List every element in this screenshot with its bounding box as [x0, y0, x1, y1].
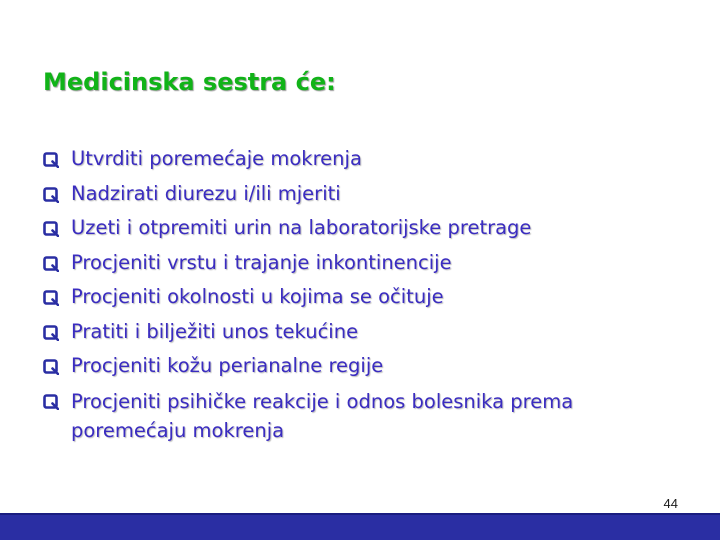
- bullet-square-icon: [43, 221, 59, 237]
- page-number: 44: [663, 496, 678, 511]
- list-item: [43, 315, 683, 350]
- list-item: [43, 177, 683, 212]
- list-item: [43, 211, 683, 246]
- bullet-text: Procjeniti psihičke reakcije i odnos bolesnika prema poremećaju mokrenja: [71, 389, 574, 442]
- bullet-text: Pratiti i bilježiti unos tekućine: [71, 319, 359, 343]
- bullet-square-icon: [43, 290, 59, 306]
- bullet-text: Procjeniti kožu perianalne regije: [71, 354, 384, 377]
- bullet-square-icon: [43, 256, 59, 272]
- bullet-square-icon: [43, 152, 59, 168]
- bullet-text: Procjeniti okolnosti u kojima se očituje: [71, 285, 444, 308]
- bullet-square-icon: [43, 394, 59, 410]
- bullet-square-icon: [43, 325, 59, 341]
- bullet-square-icon: [43, 187, 59, 203]
- bullet-text: Nadzirati diurezu i/ili mjeriti: [71, 181, 341, 205]
- bullet-text: Utvrditi poremećaje mokrenja: [71, 147, 362, 170]
- bullet-square-icon: [43, 359, 59, 375]
- list-item: [43, 280, 683, 315]
- bullet-list: [43, 142, 683, 445]
- list-item: [43, 142, 683, 177]
- slide-title: Medicinska sestra će:: [43, 68, 336, 96]
- bullet-text: Procjeniti vrstu i trajanje inkontinencije: [71, 250, 452, 274]
- bullet-text: Uzeti i otpremiti urin na laboratorijske pretrage: [71, 216, 532, 239]
- list-item: [43, 246, 683, 281]
- list-item: [43, 349, 683, 384]
- footer-bar: [0, 513, 720, 540]
- list-item: [43, 384, 683, 445]
